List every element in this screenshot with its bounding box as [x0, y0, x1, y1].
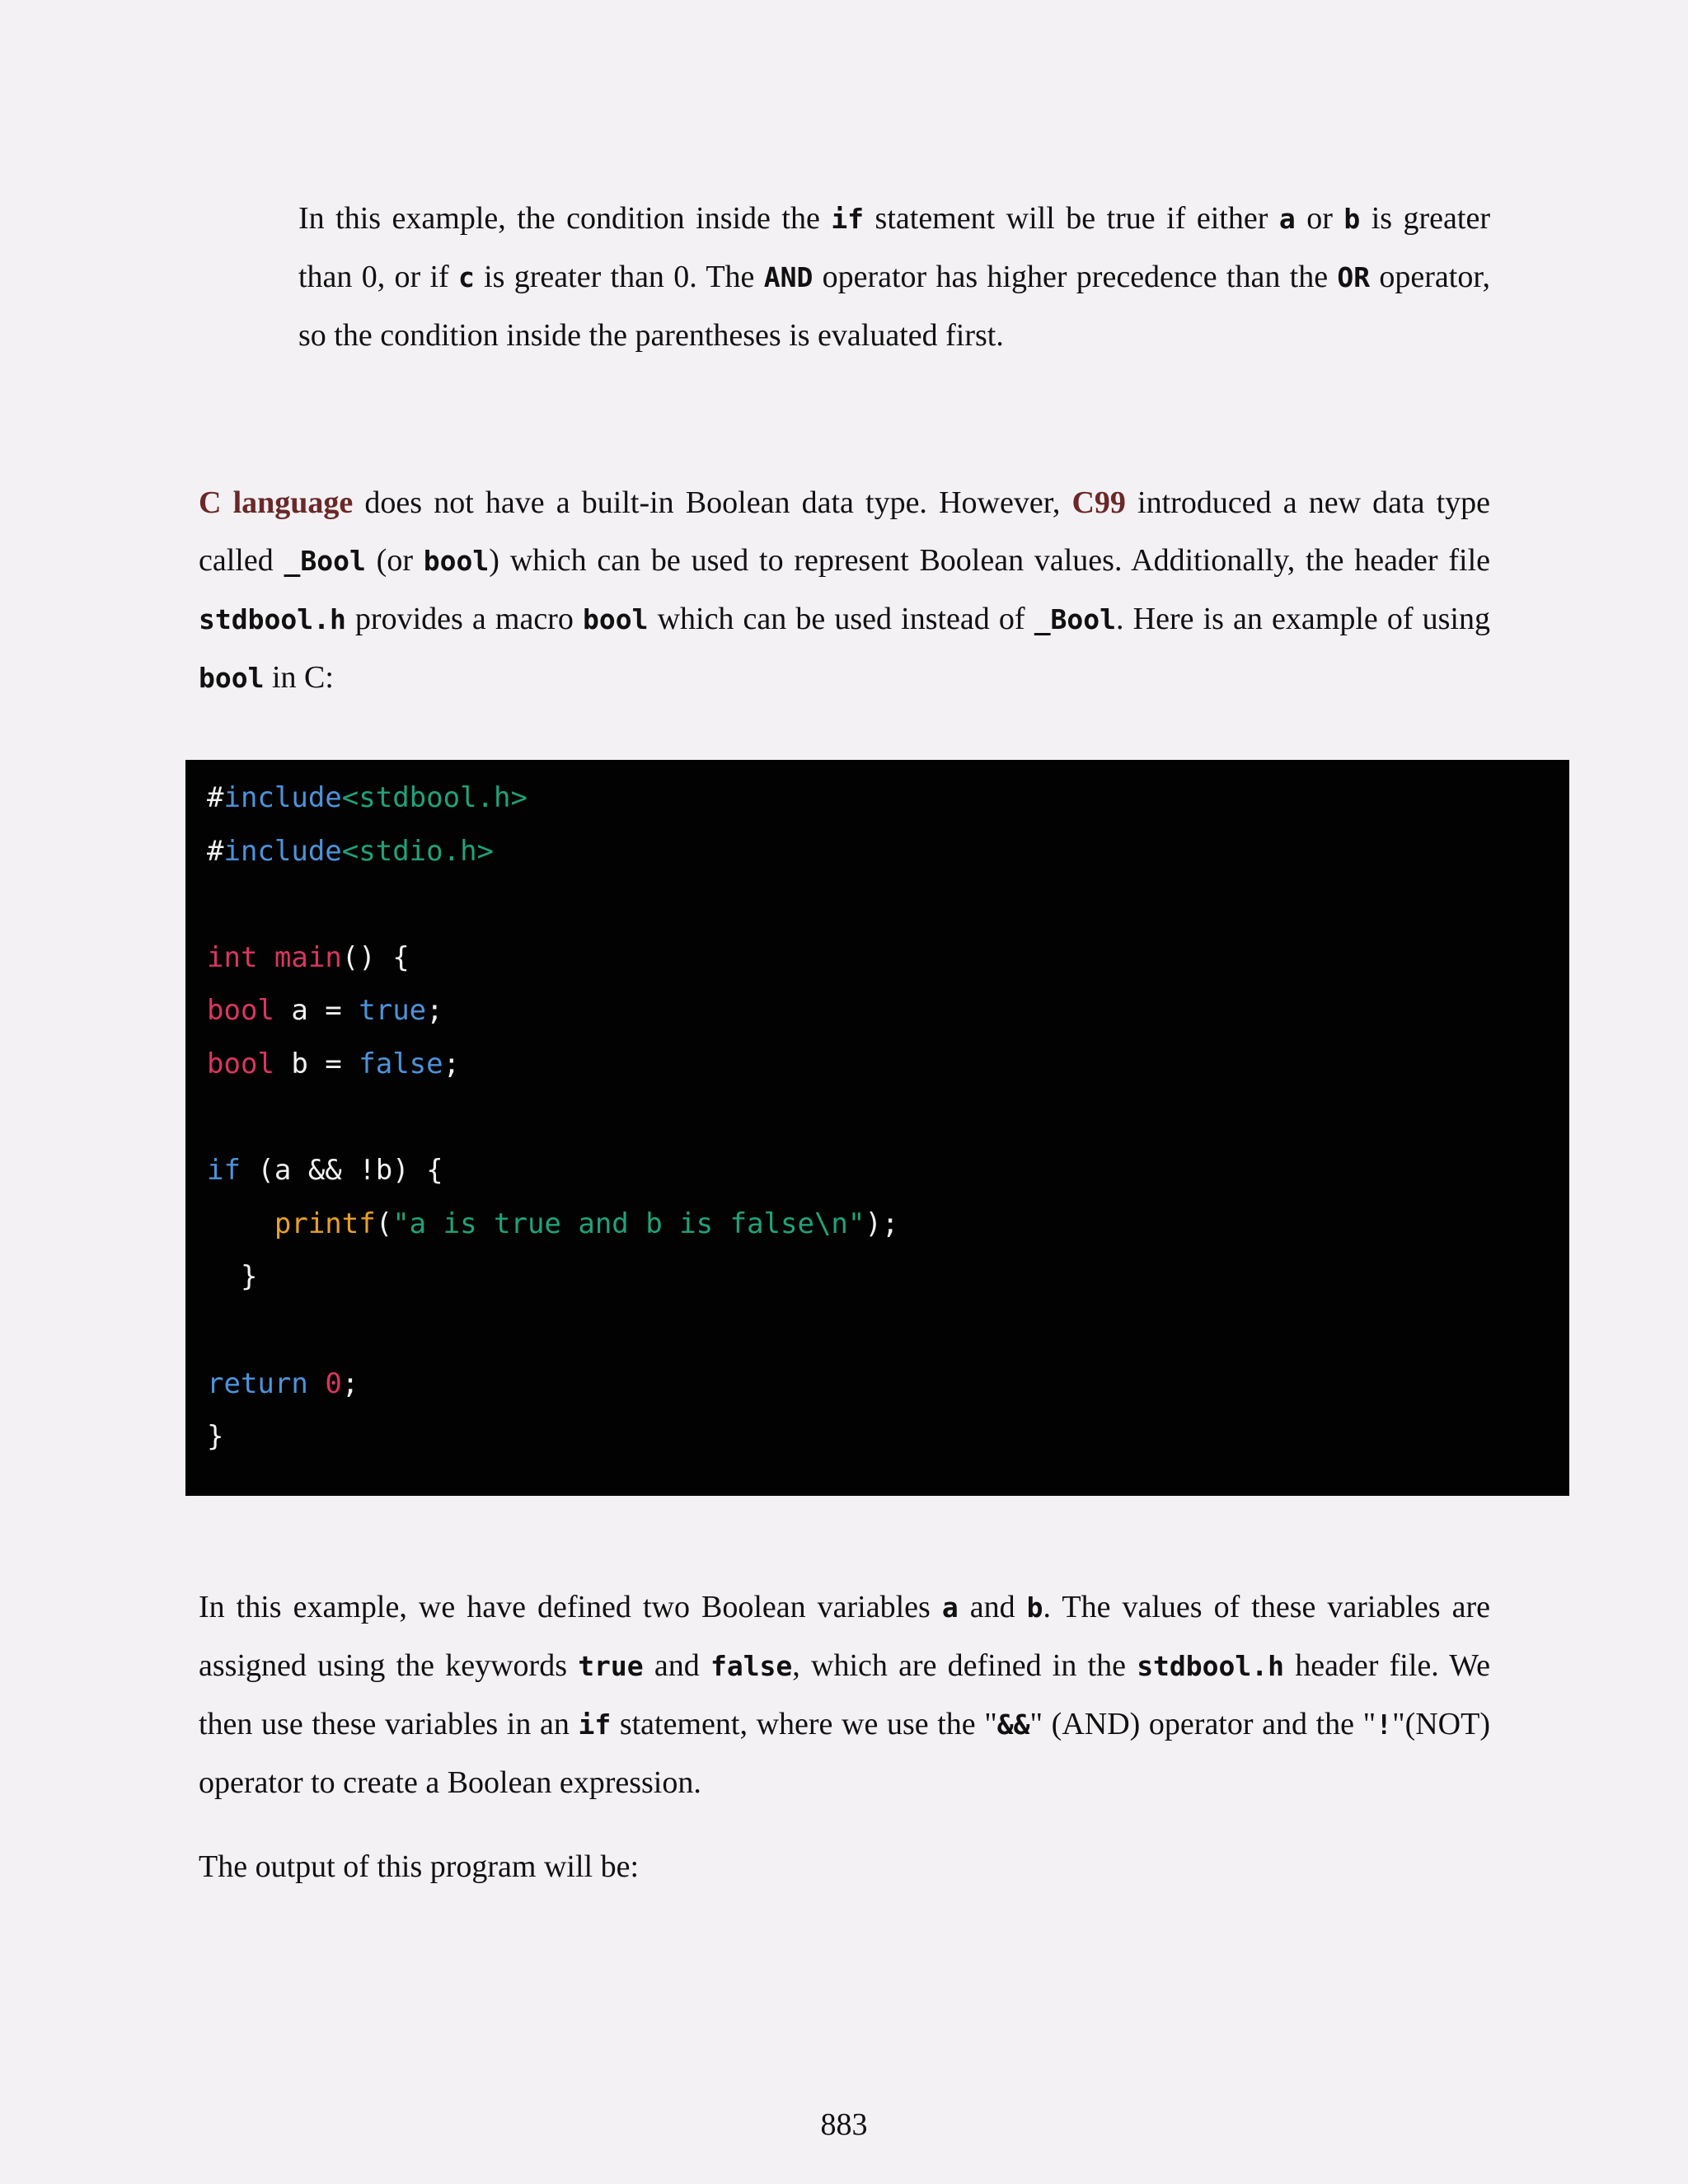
code-token: <stdio.h> [341, 834, 495, 868]
text-run: (or [365, 543, 424, 578]
code-line [207, 1038, 1548, 1091]
code-token: ); [865, 1207, 899, 1240]
text-run: " (AND) operator and the " [1029, 1707, 1376, 1741]
code-token: a = [274, 994, 359, 1028]
code-token: ( [375, 1207, 393, 1240]
text-run: does not have a built-in Boolean data type. However, [353, 485, 1072, 520]
highlighted-term: C language [199, 485, 354, 520]
code-token: bool [207, 1047, 274, 1080]
code-token: int [207, 940, 258, 974]
inline-code: if [831, 203, 865, 235]
code-token: if [207, 1154, 241, 1188]
code-token: (a && !b) { [240, 1154, 443, 1188]
inline-code: true [578, 1650, 644, 1682]
code-token: <stdbool.h> [341, 781, 528, 814]
output-intro-paragraph: The output of this program will be: [199, 1849, 640, 1884]
code-line [207, 1091, 1548, 1145]
code-line [207, 1357, 1548, 1411]
code-token: () { [341, 940, 410, 974]
inline-code: bool [423, 545, 490, 577]
text-run: operator has higher precedence than the [813, 260, 1338, 294]
inline-code: bool [582, 603, 649, 635]
code-line [207, 771, 1548, 825]
code-token [308, 1367, 325, 1400]
inline-code: b [1026, 1591, 1043, 1624]
text-run: ) which can be used to represent Boolean values. Additionally, the header file [489, 543, 1490, 578]
text-run: is greater than 0, or if [298, 201, 1490, 294]
code-token: 0 [325, 1366, 342, 1400]
text-run: which can be used instead of [648, 602, 1034, 636]
inline-code: a [1278, 203, 1296, 235]
inline-code: b [1343, 203, 1361, 235]
code-token: include [223, 834, 342, 868]
inline-code: OR [1337, 261, 1371, 293]
text-run: provides a macro [345, 602, 583, 636]
page-number: 883 [820, 2107, 868, 2142]
c-language-paragraph [199, 474, 1490, 707]
code-line [207, 931, 1548, 985]
text-run: In this example, we have defined two Boolean variables [199, 1590, 942, 1624]
code-token: # [207, 781, 224, 814]
code-token: } [207, 1420, 224, 1454]
inline-code: stdbool.h [199, 603, 346, 635]
text-run: "(NOT) operator to create a Boolean expression. [199, 1707, 1490, 1800]
text-run: . Here is an example of using [1116, 602, 1490, 636]
highlighted-term: C99 [1071, 485, 1126, 520]
text-run: statement, where we use the " [611, 1707, 997, 1741]
inline-code: a [941, 1591, 959, 1624]
inline-code: ! [1376, 1708, 1393, 1741]
code-token: main [274, 940, 342, 974]
code-token: "a is true and b is false\n" [392, 1207, 865, 1240]
code-line [207, 878, 1548, 931]
inline-code: _Bool [1034, 603, 1117, 635]
text-run: statement will be true if either [864, 201, 1279, 236]
explanation-paragraph [199, 1578, 1490, 1811]
code-token: true [359, 994, 427, 1028]
code-line [207, 1250, 1548, 1304]
text-run: , which are defined in the [792, 1648, 1137, 1683]
text-run: In this example, the condition inside the [298, 201, 832, 236]
text-run: in C: [264, 660, 334, 695]
text-run: is greater than 0. The [474, 260, 764, 294]
code-token: printf [274, 1207, 376, 1240]
inline-code: && [996, 1708, 1030, 1741]
code-token: # [207, 834, 224, 868]
code-line [207, 1304, 1548, 1357]
text-run: header file. We then use these variables in an [199, 1648, 1490, 1741]
code-line [207, 825, 1548, 879]
inline-code: false [710, 1650, 793, 1682]
code-token: ; [426, 994, 443, 1028]
code-token: bool [207, 994, 274, 1028]
code-token: return [207, 1366, 308, 1400]
inline-code: if [578, 1708, 612, 1741]
intro-paragraph [298, 190, 1490, 364]
code-block [185, 760, 1569, 1496]
inline-code: bool [199, 662, 265, 694]
code-line [207, 1144, 1548, 1197]
code-token [207, 1207, 274, 1240]
code-token: ; [443, 1047, 461, 1080]
inline-code: stdbool.h [1137, 1650, 1284, 1682]
text-run: . The values of these variables are assigned using the keywords [199, 1590, 1490, 1683]
code-line [207, 1197, 1548, 1251]
code-token [257, 941, 274, 974]
inline-code: c [457, 261, 475, 293]
code-token: include [223, 781, 342, 814]
inline-code: _Bool [284, 545, 366, 577]
code-line [207, 984, 1548, 1038]
inline-code: AND [763, 261, 814, 293]
text-run: and [958, 1590, 1027, 1624]
text-run: or [1295, 201, 1344, 236]
text-run: and [643, 1648, 710, 1683]
code-token: } [207, 1260, 258, 1294]
text-run: introduced a new data type called [199, 485, 1491, 578]
code-token: b = [274, 1047, 359, 1080]
code-token: ; [341, 1366, 359, 1400]
code-token: false [359, 1047, 443, 1080]
text-run: operator, so the condition inside the parentheses is evaluated first. [298, 260, 1490, 353]
code-line [207, 1410, 1548, 1464]
